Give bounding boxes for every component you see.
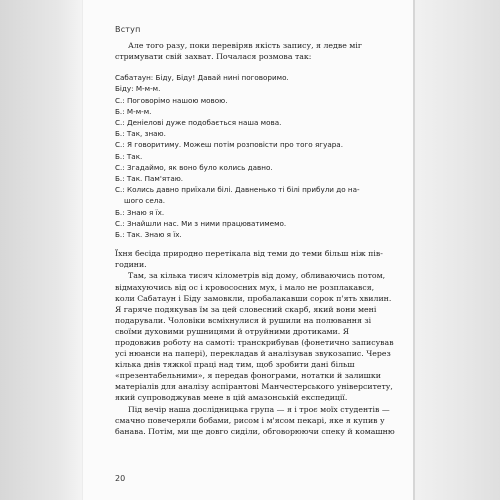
dialogue-line-text: Біду: М-м-м. [115,84,161,94]
background-left [0,0,83,500]
dialogue-line [115,95,395,106]
dialogue-line-text: С.: Колись давно приїхали білі. Давненько ті білі прибули до на- [115,185,360,195]
dialogue-line-continuation: шого села. [124,196,166,206]
dialogue-line [115,207,395,218]
body-paragraph: Під вечір наша дослідницька група — я і троє моїх студентів — смачно повечеряли бобами, рисом і м'ясом пекарі, яке я купив у банава. Потім, ми ще довго сиділи, обговорюючи спеку й комашню [115,404,395,436]
dialogue-line-text: Б.: Так. Пам'ятаю. [115,174,184,184]
dialogue-line-text: Б.: Так. Знаю я їх. [115,230,182,240]
dialogue-line [115,173,395,184]
dialogue-line-text: С.: Я говоритиму. Можеш потім розповісти про того ягуара. [115,140,343,150]
body-paragraph: Їхня бесіда природно перетікала від теми до теми більш ніж пів-години. [115,249,383,270]
dialogue-line [115,218,395,229]
next-page-edge [413,0,500,500]
dialogue-line-text: Б.: Знаю я їх. [115,207,165,217]
dialogue-line [115,83,395,94]
dialogue-line [115,117,395,128]
dialogue-line [115,151,395,162]
dialogue-line-text: С.: Знайшли нас. Ми з ними працюватимемо. [115,218,287,228]
dialogue-line-text: Б.: Так, знаю. [115,129,166,139]
dialogue-line [115,139,395,150]
page-number: 20 [115,474,126,483]
dialogue-line-text: Б.: Так. [115,151,143,161]
dialogue-line [115,72,395,83]
body-paragraph: Там, за кілька тисяч кілометрів від дому, обливаючись потом, відмахуючись від ос і кровососних мух, і мало не розплакався, коли Сабатаун і Біду замовкли, пробалакавши сорок п'ять хвилин. Я гаряче подякував їм за цей словесний скарб, який вони мені подарували. Чоловіки всміхнулися й рушили на полювання зі своїми духовими рушницями й отруйними дротиками. Я продовжив роботу на самоті: транскрибував (фонетично записував усі нюанси на папері), перекладав й аналізував звукозапис. Через кілька днів тяжкої праці над тим, щоб зробити дані більш «презентабельними», я передав фонограми, нотатки й залишки матеріалів для аналізу аспірантові Манчестерського університету, який супроводжував мене в цій амазонській експедиції. [115,271,394,403]
dialogue-line-text: С.: Деніелові дуже подобається наша мова. [115,118,282,127]
running-head: Вступ [115,25,141,34]
dialogue-line [115,184,395,206]
dialogue-line [115,128,395,139]
page-content [115,40,395,437]
dialogue-line-text: Б.: М-м-м. [115,106,152,116]
dialogue-line [115,229,395,240]
dialogue-block [115,72,395,240]
intro-paragraph: Але того разу, поки перевіряв якість запису, я ледве міг стримувати свій захват. Почалася розмова так: [115,41,362,62]
dialogue-line [115,162,395,173]
dialogue-line-text: С.: Поговорімо нашою мовою. [115,95,228,105]
dialogue-line [115,106,395,117]
dialogue-line-text: С.: Згадаймо, як воно було колись давно. [115,162,273,172]
dialogue-line-text: Сабатаун: Біду, Біду! Давай нині поговоримо. [115,73,289,83]
